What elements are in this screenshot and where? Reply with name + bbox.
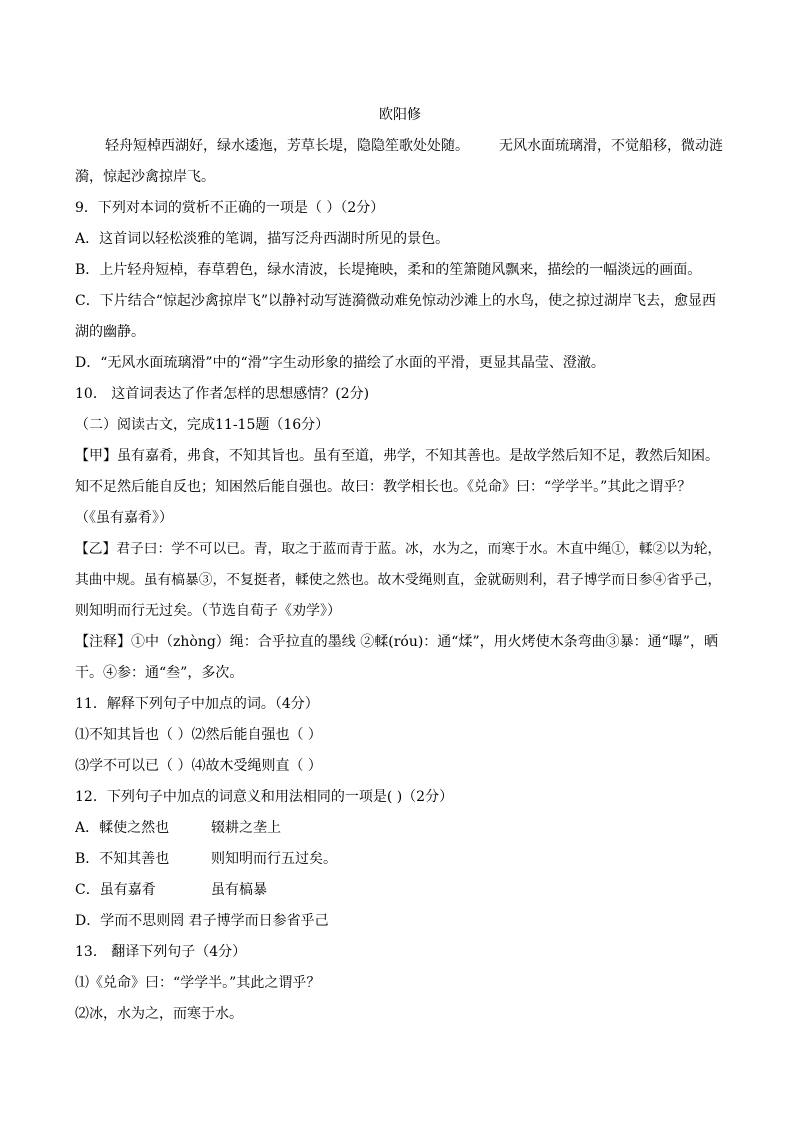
q12-option-a-left: A．輮使之然也 xyxy=(75,820,170,836)
passage-yi-line-2: 其曲中规。虽有槁暴③，不复挺者，輮使之然也。故木受绳则直，金就砺则利，君子博学而日参④省乎己， xyxy=(75,572,722,588)
passage-jia-line-1: 【甲】虽有嘉肴，弗食，不知其旨也。虽有至道，弗学，不知其善也。是故学然后知不足，教然后知困。 xyxy=(75,448,719,464)
section-2-heading: （二）阅读古文，完成11-15题（16分） xyxy=(75,417,330,433)
q12-option-c xyxy=(75,875,725,906)
poem-line-2: 漪，惊起沙禽掠岸飞。 xyxy=(75,169,215,185)
q13-sentence-1: ⑴《兑命》曰：“学学半。”其此之谓乎？ xyxy=(75,975,321,991)
passage-yi-line-1: 【乙】君子曰：学不可以已。青，取之于蓝而青于蓝。冰，水为之，而寒于水。木直中绳①，輮②以为轮， xyxy=(75,541,722,557)
q12-option-b-left: B．不知其善也 xyxy=(75,851,170,867)
q9-option-a: A．这首词以轻松淡雅的笔调，描写泛舟西湖时所见的景色。 xyxy=(75,231,450,247)
poem-line-1 xyxy=(75,131,725,162)
q9-option-d: D．“无风水面琉璃滑”中的“滑”字生动形象的描绘了水面的平滑，更显其晶莹、澄澈。 xyxy=(75,355,605,371)
passage-jia-line-2: 知不足然后能自反也；知困然后能自强也。故曰：教学相长也。《兑命》曰：“学学半。”其此之谓乎？ xyxy=(75,479,692,495)
q12-option-b-right: 则知明而行五过矣。 xyxy=(211,851,337,867)
q11-stem: 11．解释下列句子中加点的词。（4分） xyxy=(75,696,319,712)
q12-option-b xyxy=(75,844,725,875)
q12-option-a-right: 辍耕之垄上 xyxy=(211,820,281,836)
q9-option-c-line-2: 湖的幽静。 xyxy=(75,324,145,340)
poem-line-1a: 轻舟短棹西湖好，绿水逶迤，芳草长堤，隐隐笙歌处处随。 xyxy=(105,138,469,154)
poem-line-1b: 无风水面琉璃滑，不觉船移，微动涟 xyxy=(499,138,723,154)
document-content xyxy=(75,100,725,1030)
notes-line-2: 干。④参：通“叁”，多次。 xyxy=(75,665,244,681)
q13-stem: 13． 翻译下列句子（4分） xyxy=(75,944,247,960)
q9-option-b: B．上片轻舟短棹，春草碧色，绿水清波，长堤掩映，柔和的笙箫随风飘来，描绘的一幅淡远的画面。 xyxy=(75,262,702,278)
q9-option-c-line-1: C．下片结合“惊起沙禽掠岸飞”以静衬动写涟漪微动难免惊动沙滩上的水鸟，使之掠过湖岸飞去，愈显西 xyxy=(75,293,717,309)
q13-sentence-2: ⑵冰，水为之，而寒于水。 xyxy=(75,1006,243,1022)
passage-yi-line-3: 则知明而行无过矣。（节选自荀子《劝学》） xyxy=(75,603,341,619)
q12-option-c-left: C．虽有嘉肴 xyxy=(75,882,156,898)
passage-jia-line-3: （《虽有嘉肴》） xyxy=(75,510,173,526)
q10-stem: 10． 这首词表达了作者怎样的思想感情？(2分) xyxy=(75,386,370,402)
q12-stem: 12．下列句子中加点的词意义和用法相同的一项是( )（2分） xyxy=(75,789,454,805)
q12-option-d: D．学而不思则罔 君子博学而日参省乎己 xyxy=(75,913,329,929)
q11-row-1: ⑴不知其旨也（ ）⑵然后能自强也（ ） xyxy=(75,727,322,743)
poem-author: 欧阳修 xyxy=(379,107,421,123)
q11-row-2: ⑶学不可以已（ ）⑷故木受绳则直（ ） xyxy=(75,758,322,774)
q12-option-c-right: 虽有槁暴 xyxy=(211,882,267,898)
notes-line-1: 【注释】①中（zhòng）绳：合乎拉直的墨线 ②輮(róu)：通“煣”，用火烤使木条弯曲③暴：通“曝”，晒 xyxy=(75,634,718,650)
q9-stem: 9．下列对本词的赏析不正确的一项是（ ）（2分） xyxy=(75,200,385,216)
q12-option-a xyxy=(75,813,725,844)
